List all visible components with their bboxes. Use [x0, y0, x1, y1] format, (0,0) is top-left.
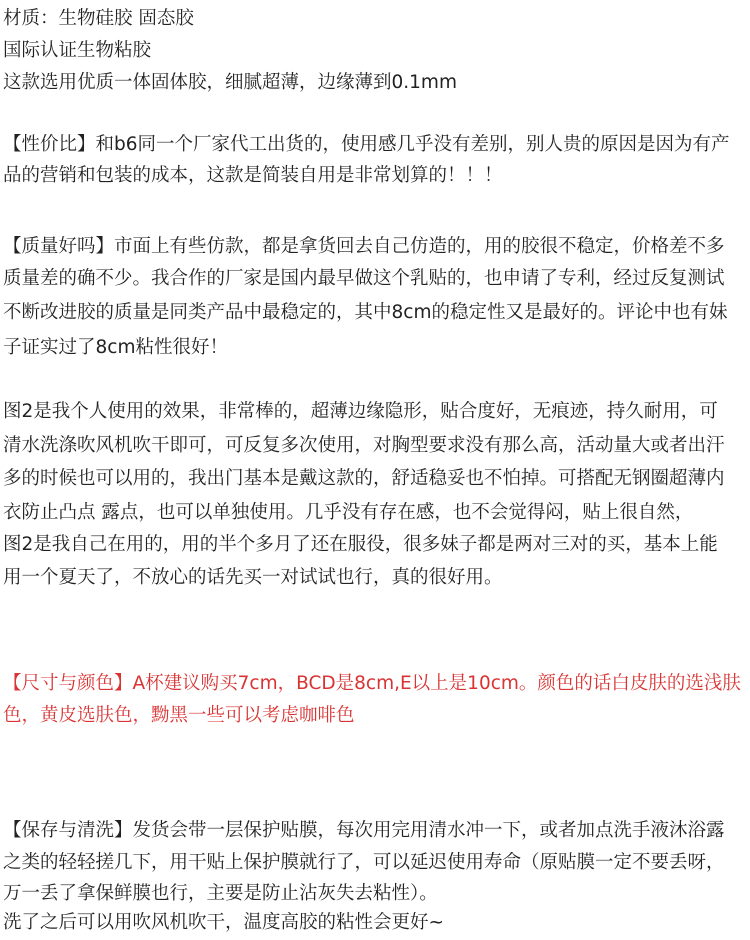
certification-line: 国际认证生物粘胶	[3, 40, 152, 61]
care-paragraph-line: 洗了之后可以用吹风机吹干，温度高胶的粘性会更好~	[3, 912, 445, 933]
usage-paragraph-line: 图2是我个人使用的效果，非常棒的，超薄边缘隐形，贴合度好，无痕迹，持久耐用，可	[3, 401, 718, 422]
quality-paragraph-line: 不断改进胶的质量是同类产品中最稳定的，其中8cm的稳定性又是最好的。评论中也有妹	[3, 302, 728, 323]
value-paragraph-line: 品的营销和包装的成本，这款是简装自用是非常划算的！！！	[3, 165, 503, 186]
care-paragraph-line: 之类的轻轻搓几下，用干贴上保护膜就行了，可以延迟使用寿命（原贴膜一定不要丢呀，	[3, 852, 725, 873]
size-color-paragraph-line: 色，黄皮选肤色，黝黑一些可以考虑咖啡色	[3, 705, 355, 726]
quality-paragraph-line: 质量差的确不少。我合作的厂家是国内最早做这个乳贴的，也申请了专利，经过反复测试	[3, 268, 725, 289]
usage-paragraph-line: 用一个夏天了，不放心的话先买一对试试也行，真的很好用。	[3, 567, 503, 588]
care-paragraph-line: 【保存与清洗】发货会带一层保护贴膜，每次用完用清水冲一下，或者加点洗手液沐浴露	[3, 820, 725, 841]
thickness-line: 这款选用优质一体固体胶，细腻超薄，边缘薄到0.1mm	[3, 72, 457, 93]
usage-paragraph-line: 图2是我自己在用的，用的半个多月了还在服役，很多妹子都是两对三对的买，基本上能	[3, 534, 718, 555]
usage-paragraph-line: 清水洗涤吹风机吹干即可，可反复多次使用，对胸型要求没有那么高，活动量大或者出汗	[3, 435, 725, 456]
value-paragraph-line: 【性价比】和b6同一个厂家代工出货的，使用感几乎没有差别，别人贵的原因是因为有产	[3, 134, 730, 155]
usage-paragraph-line: 多的时候也可以用的，我出门基本是戴这款的，舒适稳妥也不怕掉。可搭配无钢圈超薄内	[3, 468, 725, 489]
usage-paragraph-line: 衣防止凸点 露点，也可以单独使用。几乎没有存在感，也不会觉得闷，贴上很自然，	[3, 502, 694, 523]
material-line: 材质：生物硅胶 固态胶	[3, 8, 194, 29]
care-paragraph-line: 万一丢了拿保鲜膜也行，主要是防止沾灰失去粘性）。	[3, 883, 438, 904]
size-color-paragraph-line: 【尺寸与颜色】A杯建议购买7cm，BCD是8cm,E以上是10cm。颜色的话白皮肤的选浅肤	[3, 673, 741, 694]
quality-paragraph-line: 子证实过了8cm粘性很好！	[3, 337, 228, 358]
quality-paragraph-line: 【质量好吗】市面上有些仿款，都是拿货回去自己仿造的，用的胶很不稳定，价格差不多	[3, 236, 725, 257]
